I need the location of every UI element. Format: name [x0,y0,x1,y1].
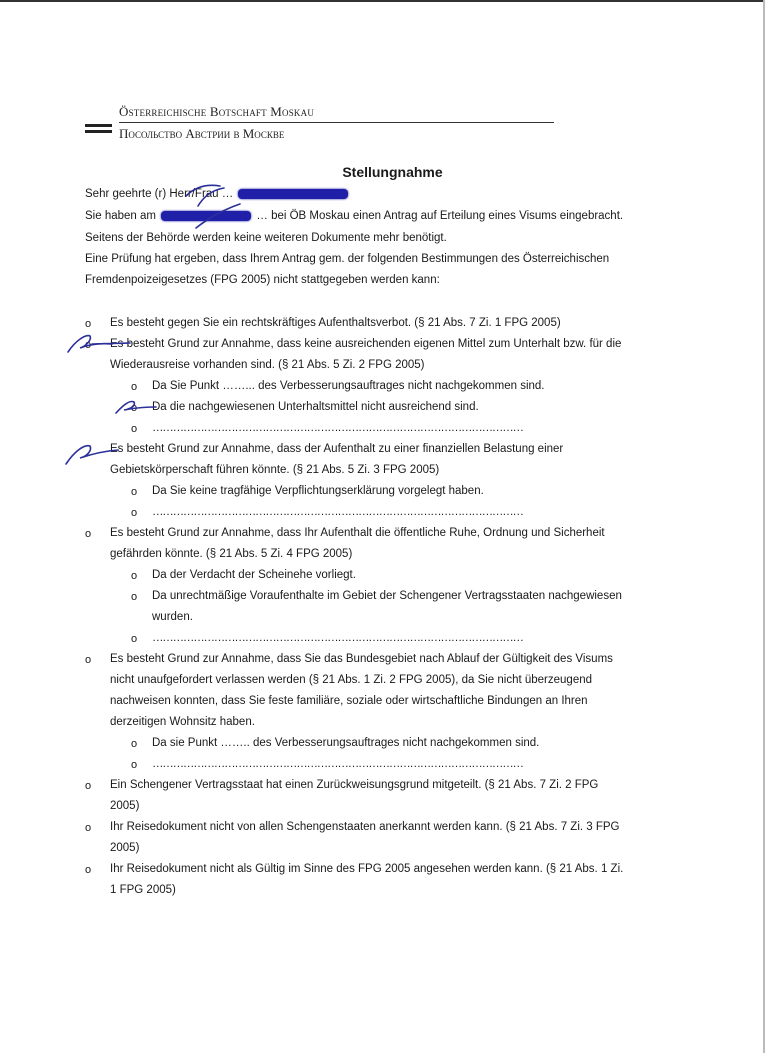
reason-rueckkehr-line-4: derzeitigen Wohnsitz haben. [110,716,255,728]
intro-line-3: Eine Prüfung hat ergeben, dass Ihrem Antrag gem. der folgenden Bestimmungen des Österreichischen [85,253,610,265]
letterhead-embassy-russian: Посольство Австрии в Москве [119,126,285,141]
salutation-text: Sehr geehrte (r) Herr/Frau … [85,188,234,200]
reason-belastung-line-1: Es besteht Grund zur Annahme, dass der Aufenthalt zu einer finanziellen Belastung einer [110,443,564,455]
pen-check-mark [116,401,156,413]
pen-check-mark [66,446,118,464]
reason-mittel-line-2: Wiederausreise vorhanden sind. (§ 21 Abs. 5 Zi. 2 FPG 2005) [110,359,425,371]
bullet-marker: o [85,339,92,351]
sub-bullet-marker: o [131,381,138,393]
pen-check-mark [92,343,130,344]
reason-rueckkehr-line-2: nicht unaufgefordert verlassen werden (§ 21 Abs. 1 Zi. 2 FPG 2005), da Sie nicht überzeugend [110,674,593,686]
reason-sicherheit-line-2: gefährden könnte. (§ 21 Abs. 5 Zi. 4 FPG 2005) [110,548,353,560]
pen-check-mark [198,188,224,206]
reason-mittel-line-1: Es besteht Grund zur Annahme, dass keine ausreichenden eigenen Mittel zum Unterhalt bzw. für die [110,338,622,350]
bullet-marker: o [85,654,92,666]
sub-bullet-marker: o [131,738,138,750]
sub-bullet-marker: o [131,507,138,519]
bullet-marker: o [85,780,92,792]
sub-bullet-marker: o [131,759,138,771]
document-title: Stellungnahme [342,164,443,180]
sub-reason-blank: ……………………………………………………………………………………………… [152,632,523,644]
intro-date-suffix: … bei ÖB Moskau einen Antrag auf Erteilung eines Visums eingebracht. [256,210,624,222]
sub-bullet-marker: o [131,633,138,645]
sub-reason-blank: ……………………………………………………………………………………………… [152,422,523,434]
sub-reason-scheinehe: Da der Verdacht der Scheinehe vorliegt. [152,569,356,581]
sub-bullet-marker: o [131,402,138,414]
intro-date-prefix: Sie haben am [85,210,156,222]
reason-rueckkehr-line-3: nachweisen konnten, dass Sie feste familiäre, soziale oder wirtschaftliche Bindungen an Ihren [110,695,588,707]
pen-check-mark [196,204,240,228]
reason-reisedokument-anerkannt-line-1: Ihr Reisedokument nicht von allen Schengenstaaten anerkannt werden kann. (§ 21 Abs. 7 Zi. 3 FPG [110,821,620,833]
reason-aufenthaltsverbot: Es besteht gegen Sie ein rechtskräftiges Aufenthaltsverbot. (§ 21 Abs. 7 Zi. 1 FPG 2005) [110,317,561,329]
reason-belastung-line-2: Gebietskörperschaft führen könnte. (§ 21 Abs. 5 Zi. 3 FPG 2005) [110,464,440,476]
sub-reason-blank: ……………………………………………………………………………………………… [152,506,523,518]
sub-bullet-marker: o [131,570,138,582]
sub-reason-voraufenthalte-line-2: wurden. [152,611,193,623]
sub-bullet-marker: o [131,423,138,435]
sub-reason-punkt-2: Da sie Punkt …….. des Verbesserungsauftrages nicht nachgekommen sind. [152,737,540,749]
reason-schengen-line-2: 2005) [110,800,140,812]
sub-reason-unterhaltsmittel: Da die nachgewiesenen Unterhaltsmittel nicht ausreichend sind. [152,401,479,413]
sub-reason-voraufenthalte-line-1: Da unrechtmäßige Voraufenthalte im Gebiet der Schengener Vertragsstaaten nachgewiesen [152,590,622,602]
bullet-marker: o [85,864,92,876]
sub-bullet-marker: o [131,486,138,498]
reason-sicherheit-line-1: Es besteht Grund zur Annahme, dass Ihr Aufenthalt die öffentliche Ruhe, Ordnung und Sicherheit [110,527,605,539]
reason-reisedokument-gueltig-line-1: Ihr Reisedokument nicht als Gültig im Sinne des FPG 2005 angesehen werden kann. (§ 21 Abs. 1 Zi. [110,863,624,875]
intro-line-4: Fremdenpoizeigesetzes (FPG 2005) nicht stattgegeben werden kann: [85,274,440,286]
letterhead-embassy-german: Österreichische Botschaft Moskau [119,104,315,119]
bullet-marker: o [85,318,92,330]
bullet-marker: o [85,528,92,540]
sub-reason-blank: ……………………………………………………………………………………………… [152,758,523,770]
sub-reason-punkt: Da Sie Punkt ……... des Verbesserungsauftrages nicht nachgekommen sind. [152,380,545,392]
bullet-marker: o [85,822,92,834]
sub-bullet-marker: o [131,591,138,603]
intro-line-2: Seitens der Behörde werden keine weiteren Dokumente mehr benötigt. [85,232,447,244]
reason-rueckkehr-line-1: Es besteht Grund zur Annahme, dass Sie das Bundesgebiet nach Ablauf der Gültigkeit des Visums [110,653,613,665]
reason-reisedokument-gueltig-line-2: 1 FPG 2005) [110,884,176,896]
sub-reason-verpflichtung: Da Sie keine tragfähige Verpflichtungserklärung vorgelegt haben. [152,485,484,497]
reason-reisedokument-anerkannt-line-2: 2005) [110,842,140,854]
reason-schengen-line-1: Ein Schengener Vertragsstaat hat einen Zurückweisungsgrund mitgeteilt. (§ 21 Abs. 7 Zi. 2 FPG [110,779,599,791]
